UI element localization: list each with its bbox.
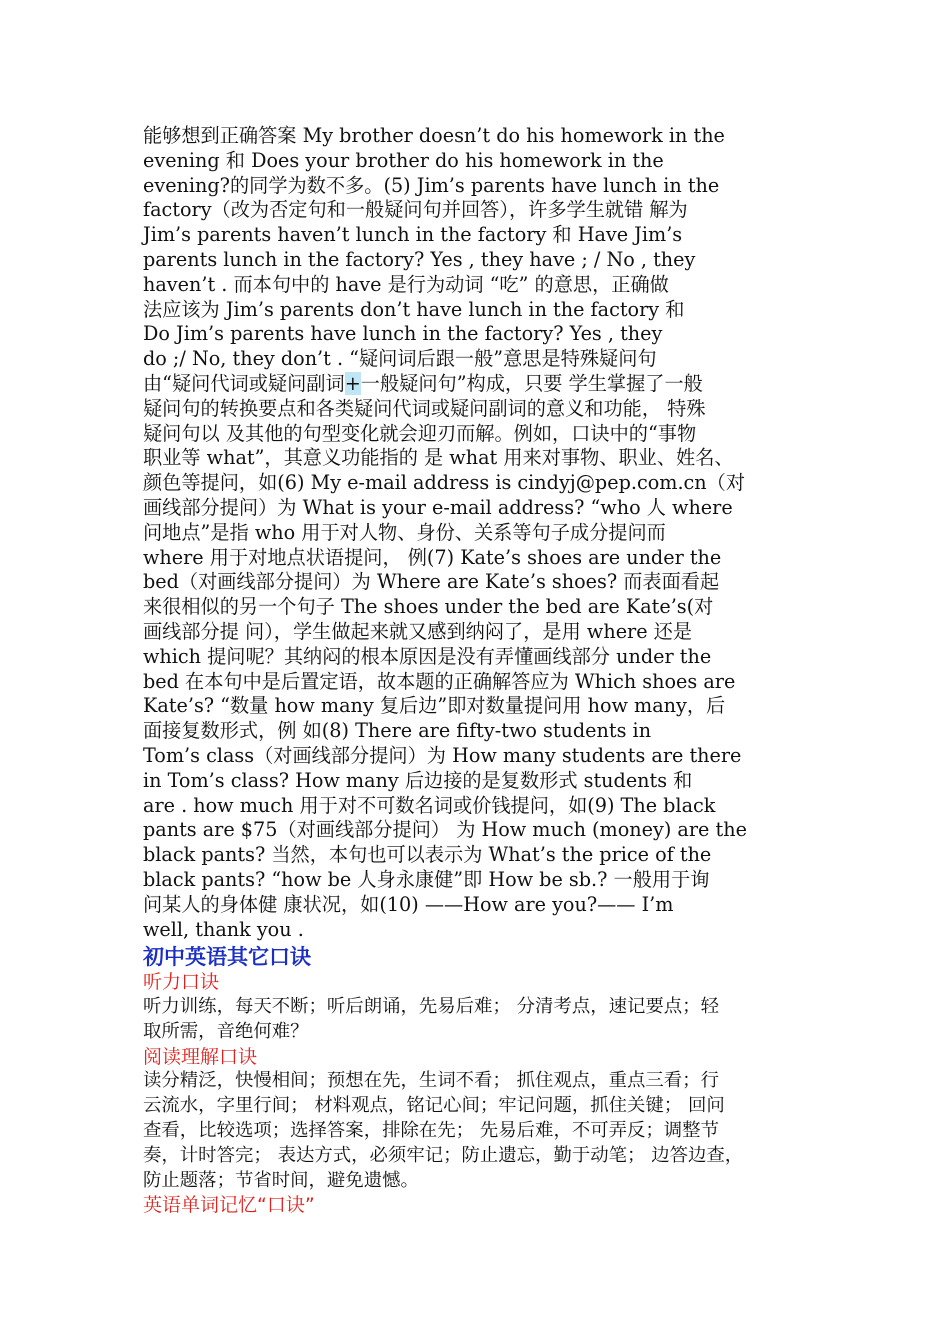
text-segment: 一般疑问句”构成，只要 学生掌握了一般 [360, 371, 703, 395]
text-line: pants are $75（对画线部分提问） 为 How much (money) are the [143, 818, 747, 842]
text-line: Jim’s parents haven’t lunch in the factory 和 Have Jim’s [143, 223, 683, 247]
text-line: 查看，比较选项；选择答案，排除在先； 先易后难，不可弄反；调整节 [143, 1120, 719, 1142]
text-line: 防止题落；节省时间，避免遗憾。 [143, 1169, 419, 1191]
text-line: 奏，计时答完； 表达方式，必须牢记；防止遗忘，勤于动笔； 边答边查， [143, 1144, 744, 1166]
document-page [143, 124, 811, 1218]
body-paragraph [143, 124, 811, 942]
text-line: parents lunch in the factory? Yes , they have ; / No , they [143, 247, 696, 271]
text-line: Do Jim’s parents have lunch in the factory? Yes , they [143, 322, 663, 346]
text-line: do ;/ No, they don’t . “疑问词后跟一般”意思是特殊疑问句 [143, 347, 657, 371]
text-line: Kate’s? “数量 how many 复后边”即对数量提问用 how many，后 [143, 694, 726, 718]
text-line: 法应该为 Jim’s parents don’t have lunch in the factory 和 [143, 297, 685, 321]
text-line: Tom’s class（对画线部分提问）为 How many students are there [143, 743, 742, 767]
text-line: 疑问句的转换要点和各类疑问代词或疑问副词的意义和功能， 特殊 [143, 396, 706, 420]
text-line: which 提问呢？其纳闷的根本原因是没有弄懂画线部分 under the [143, 644, 712, 668]
text-segment: 由“疑问代词或疑问副词 [143, 371, 345, 395]
text-line: 问地点”是指 who 用于对人物、身份、关系等句子成分提问而 [143, 520, 666, 544]
text-line: evening 和 Does your brother do his homework in the [143, 148, 664, 172]
text-line: 疑问句以 及其他的句型变化就会迎刃而解。例如，口诀中的“事物 [143, 421, 697, 445]
text-line: 画线部分提 问），学生做起来就又感到纳闷了，是用 where 还是 [143, 619, 693, 643]
text-line: 能够想到正确答案 My brother doesn’t do his homework in the [143, 124, 725, 147]
text-line: 听力训练，每天不断；听后朗诵，先易后难； 分清考点，速记要点；轻 [143, 996, 719, 1018]
text-line: haven’t . 而本句中的 have 是行为动词 “吃” 的意思，正确做 [143, 272, 669, 296]
text-line: black pants? “how be 人身永康健”即 How be sb.? 一般用于询 [143, 867, 710, 891]
highlight-mark: + [344, 371, 361, 395]
reading-title: 阅读理解口诀 [143, 1045, 258, 1068]
text-line: where 用于对地点状语提问， 例(7) Kate’s shoes are under the [143, 545, 722, 569]
listening-paragraph [143, 995, 811, 1045]
vocab-title: 英语单词记忆“口诀” [143, 1194, 315, 1217]
reading-paragraph [143, 1069, 811, 1193]
text-line: 面接复数形式，例 如(8) There are fifty-two students in [143, 719, 652, 743]
text-line-highlighted [143, 372, 703, 395]
text-line: 取所需，音绝何难？ [143, 1020, 309, 1042]
listening-title: 听力口诀 [143, 971, 220, 994]
text-line: are . how much 用于对不可数名词或价钱提问，如(9) The black [143, 793, 716, 817]
text-line: bed 在本句中是后置定语，故本题的正确解答应为 Which shoes are [143, 669, 736, 693]
text-line: factory（改为否定句和一般疑问句并回答），许多学生就错 解为 [143, 198, 688, 222]
text-line: 读分精泛，快慢相间；预想在先，生词不看； 抓住观点，重点三看；行 [143, 1070, 719, 1092]
text-line: black pants? 当然，本句也可以表示为 What’s the price of the [143, 843, 712, 867]
text-line: 来很相似的另一个句子 The shoes under the bed are Kate’s(对 [143, 595, 714, 619]
text-line: 问某人的身体健 康状况，如(10) ——How are you?—— I’m [143, 892, 674, 916]
text-line: 职业等 what”，其意义功能指的 是 what 用来对事物、职业、姓名、 [143, 446, 734, 470]
text-line: evening?的同学为数不多。(5) Jim’s parents have lunch in the [143, 173, 720, 197]
text-line: 颜色等提问，如(6) My e-mail address is cindyj@pep.com.cn（对 [143, 471, 746, 495]
text-line: in Tom’s class? How many 后边接的是复数形式 students 和 [143, 768, 693, 792]
text-line: well, thank you . [143, 917, 304, 941]
section-heading: 初中英语其它口诀 [143, 945, 311, 970]
text-line: 画线部分提问）为 What is your e-mail address? “who 人 where [143, 495, 733, 519]
text-line: 云流水，字里行间； 材料观点，铭记心间；牢记问题，抓住关键； 回问 [143, 1095, 725, 1117]
text-line: bed（对画线部分提问）为 Where are Kate’s shoes? 而表面看起 [143, 570, 720, 594]
